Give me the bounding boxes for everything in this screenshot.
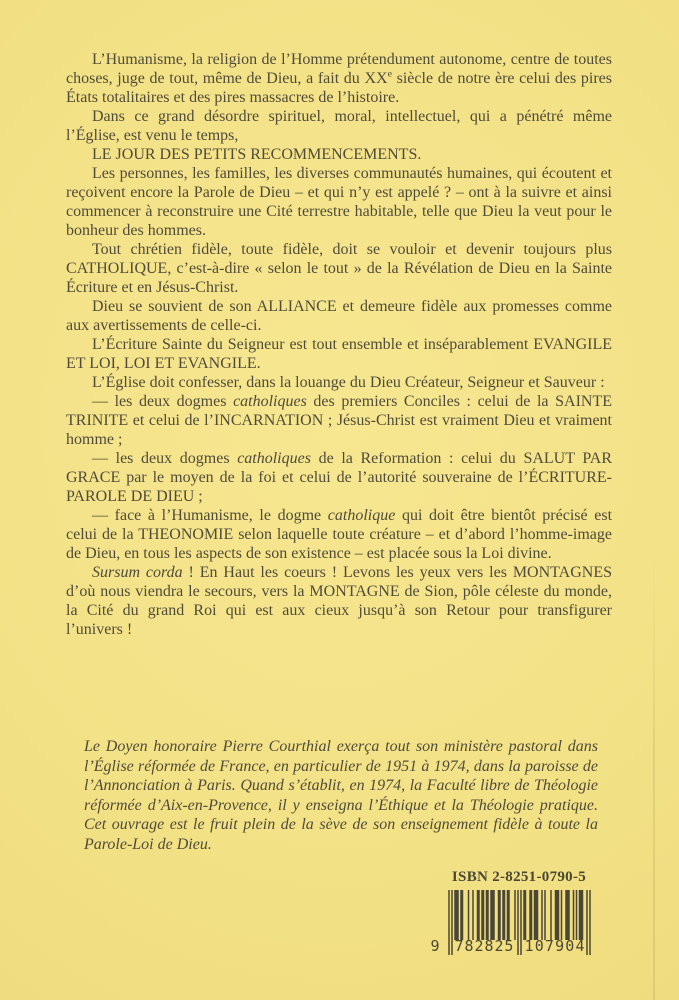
barcode-bar <box>554 890 559 940</box>
text-run: de la Reformation : celui du SALUT PAR GRACE par le moyen de la foi et celui de l’autorité souveraine de l’ÉCRITURE-PAROLE DE DIEU ; <box>66 450 612 505</box>
paragraph <box>66 335 612 373</box>
barcode-bar <box>476 890 479 940</box>
barcode-digit: 9 <box>555 937 565 955</box>
text-run: L’Écriture Sainte du Seigneur est tout ensemble et inséparablement EVANGILE ET LOI, LOI ET EVANGILE. <box>66 336 612 372</box>
barcode-bar <box>560 890 562 940</box>
text-run: Dans ce grand désordre spirituel, moral, intellectuel, qui a pénétré même l’Église, est venu le temps, <box>66 108 612 144</box>
text-run: Dieu se souvient de son ALLIANCE et demeure fidèle aux promesses comme aux avertissements de celle-ci. <box>66 298 612 334</box>
text-run: L’Église doit confesser, dans la louange du Dieu Créateur, Seigneur et Sauveur : <box>92 374 605 391</box>
paragraph <box>66 506 612 563</box>
barcode-digit: 7 <box>454 937 464 955</box>
barcode-bar <box>506 890 509 940</box>
text-run: catholiques <box>233 393 307 410</box>
barcode-bar <box>481 890 484 940</box>
text-run: catholiques <box>237 450 311 467</box>
paragraph <box>84 737 598 854</box>
barcode-digit: 1 <box>524 937 534 955</box>
paragraph <box>66 164 612 240</box>
barcode-bar <box>533 890 538 940</box>
barcode-bar <box>514 890 516 940</box>
text-run: — face à l’Humanisme, le dogme <box>92 507 328 524</box>
barcode-bar <box>485 890 488 940</box>
barcode-digit: 9 <box>430 937 440 955</box>
paragraph <box>66 50 612 107</box>
barcode-bar <box>550 890 552 940</box>
paragraph <box>66 240 612 297</box>
text-run: LE JOUR DES PETITS RECOMMENCEMENTS. <box>92 146 422 163</box>
text-run: qui doit être bientôt précisé est celui de la THEONOMIE selon laquelle toute créature – et d’abord l’homme-image de Dieu, en tous les aspects de son existence – est placée sous la Loi divine. <box>66 507 613 562</box>
cover-crease <box>653 0 655 1000</box>
barcode-bar <box>490 890 495 940</box>
barcode-digit: 8 <box>464 937 474 955</box>
paragraph <box>66 373 612 392</box>
barcode-digit-group <box>455 937 514 955</box>
text-run: Le Doyen honoraire Pierre Courthial exerça tout son ministère pastoral dans l’Église réformée de France, en particulier de 1951 à 1974, dans la paroisse de l’Annonciation à Paris. Quand s’établit, en 1974, la Faculté libre de Théologie réformée d’Aix-en-Provence, il y enseigna l’Éthique et la Théologie pratique. Cet ouvrage est le fruit plein de la sève de son enseignement fidèle à toute la Parole-Loi de Dieu. <box>84 738 598 853</box>
text-run: L’Humanisme, la religion de l’Homme prétendument autonome, centre de toutes choses, juge de tout, même de Dieu, a fait du XX <box>66 51 612 87</box>
barcode-bar <box>572 890 574 940</box>
barcode-digit: 7 <box>544 937 554 955</box>
barcode-bar <box>578 890 583 940</box>
barcode-bar <box>497 890 500 940</box>
text-run: e <box>387 68 392 80</box>
paragraph <box>66 563 612 639</box>
barcode-wrap <box>430 890 591 962</box>
text-run: — les deux dogmes <box>92 393 234 410</box>
paragraph <box>66 297 612 335</box>
barcode-bar <box>467 890 469 940</box>
text-run: catholique <box>327 507 396 524</box>
paragraph <box>66 449 612 506</box>
text-run: siècle de notre ère celui des pires États totalitaires et des pires massacres de l’histoire. <box>66 70 612 106</box>
barcode-digit: 0 <box>534 937 544 955</box>
barcode-bar <box>544 890 546 940</box>
paragraph <box>66 145 612 164</box>
isbn-block <box>430 869 608 962</box>
barcode-bar <box>502 890 505 940</box>
text-run: Les personnes, les familles, les diverses communautés humaines, qui écoutent et reçoivent encore la Parole de Dieu – et qui n’y est appelé ? – ont à la suivre et ainsi commencer à reconstruire une Cité terrestre habitable, telle que Dieu la veut pour le bonheur des hommes. <box>66 165 612 239</box>
barcode-digit: 0 <box>565 937 575 955</box>
isbn-label: ISBN 2-8251-0790-5 <box>451 869 587 885</box>
body-text <box>66 50 612 639</box>
barcode-digit: 2 <box>494 937 504 955</box>
barcode-bar <box>454 890 459 940</box>
paragraph <box>66 107 612 145</box>
barcode-bar <box>575 890 577 940</box>
paragraph <box>66 392 612 449</box>
barcode-digits <box>430 937 591 955</box>
barcode-digit: 5 <box>504 937 514 955</box>
barcode-digit-group <box>525 937 585 955</box>
barcode-bar <box>541 890 543 940</box>
barcode-bar <box>460 890 463 940</box>
barcode-bar <box>472 890 474 940</box>
text-run: Tout chrétien fidèle, toute fidèle, doit se vouloir et devenir toujours plus CATHOLIQUE, c’est-à-dire « selon le tout » de la Révélation de Dieu en la Sainte Écriture et en Jésus-Christ. <box>66 241 612 296</box>
barcode-bar <box>529 890 532 940</box>
barcode-bar <box>523 890 526 940</box>
text-run: Sursum corda <box>92 564 183 581</box>
text-run: ! En Haut les coeurs ! Levons les yeux vers les MONTAGNES d’où nous viendra le secours, vers la MONTAGNE de Sion, pôle céleste du monde, la Cité du grand Roi qui est aux cieux jusqu’à son Retour pour transfigurer l’univers ! <box>66 564 612 638</box>
author-note <box>84 737 598 854</box>
text-run: des premiers Conciles : celui de la SAINTE TRINITE et celui de l’INCARNATION ; Jésus-Christ est vraiment Dieu et vraiment homme ; <box>66 393 612 448</box>
barcode-digit: 8 <box>484 937 494 955</box>
text-run: — les deux dogmes <box>92 450 238 467</box>
barcode-digit: 4 <box>575 937 585 955</box>
barcode-bar <box>565 890 570 940</box>
barcode-digit-group <box>431 937 440 955</box>
barcode-digit: 2 <box>474 937 484 955</box>
